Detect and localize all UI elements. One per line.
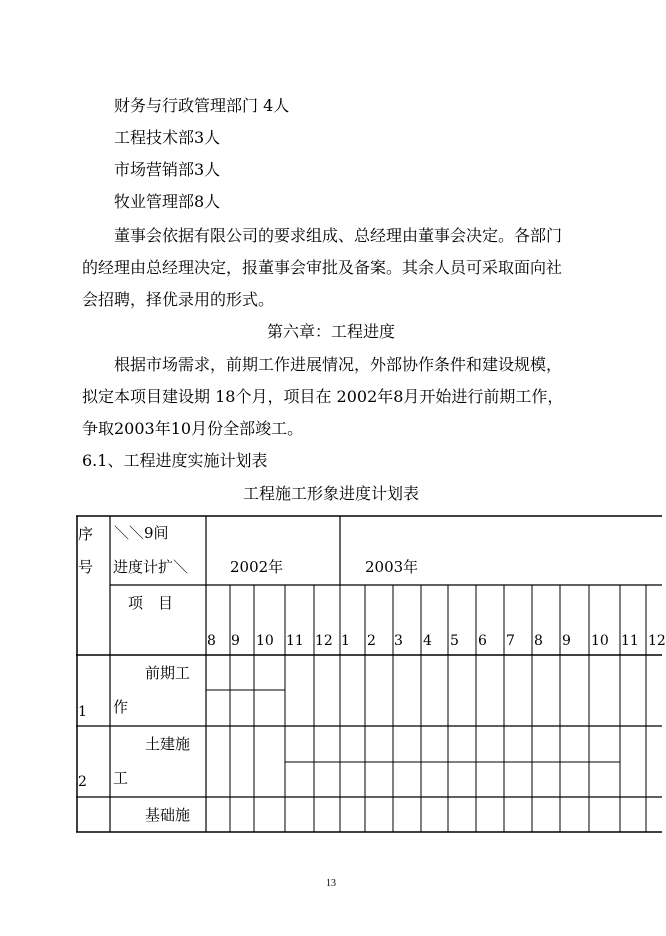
row-name-bottom: 作	[113, 698, 129, 716]
month-label: 6	[478, 633, 487, 649]
chapter-title: 第六章：工程进度	[266, 322, 395, 341]
seq-header-bottom: 号	[78, 558, 94, 576]
month-label: 11	[286, 633, 304, 649]
year-2002-header: 2002年	[230, 558, 284, 576]
month-label: 8	[207, 633, 216, 649]
paragraph-2-line-3: 争取2003年10月份全部竣工。	[82, 419, 304, 438]
paragraph-1-line-3: 会招聘，择优录用的形式。	[82, 290, 275, 309]
month-label: 9	[562, 633, 571, 649]
paragraph-1-line-1: 董事会依据有限公司的要求组成、总经理由董事会决定。各部门	[114, 226, 563, 245]
paragraph-1-line-2: 的经理由总经理决定，报董事会审批及备案。其余人员可采取面向社	[82, 258, 563, 277]
month-label: 2	[367, 633, 376, 649]
row-name-top: 前期工	[145, 664, 191, 682]
month-label: 3	[394, 633, 403, 649]
item-header: 项 目	[128, 594, 174, 612]
section-heading: 6.1、工程进度实施计划表	[82, 451, 268, 470]
month-label: 7	[506, 633, 515, 649]
month-label: 10	[256, 633, 274, 649]
row-name-bottom: 工	[113, 769, 129, 787]
month-label: 11	[621, 633, 639, 649]
month-label: 8	[534, 633, 543, 649]
dept-property-line: 牧业管理部8人	[114, 192, 221, 211]
month-label: 9	[231, 633, 240, 649]
row-seq: 1	[78, 704, 87, 720]
dept-finance-line: 财务与行政管理部门 4人	[114, 96, 290, 115]
paragraph-2-line-1: 根据市场需求，前期工作进展情况，外部协作条件和建设规模，	[114, 355, 563, 374]
paragraph-2-line-2: 拟定本项目建设期 18个月，项目在 2002年8月开始进行前期工作，	[82, 387, 564, 406]
month-label: 12	[648, 633, 666, 649]
page-number: 13	[326, 878, 336, 889]
month-label: 12	[315, 633, 333, 649]
month-label: 5	[450, 633, 459, 649]
year-2003-header: 2003年	[365, 558, 419, 576]
diagonal-header-top: ＼＼9间	[114, 524, 169, 542]
dept-tech-line: 工程技术部3人	[114, 128, 221, 147]
row-name-top: 土建施	[145, 735, 191, 753]
row-name-top: 基础施	[145, 806, 191, 824]
diagonal-header-bottom: 进度计扩＼	[113, 558, 189, 576]
month-label: 4	[423, 633, 432, 649]
month-label: 10	[591, 633, 609, 649]
row-seq: 2	[78, 774, 87, 790]
seq-header-top: 序	[78, 525, 94, 543]
table-title: 工程施工形象进度计划表	[242, 484, 419, 503]
dept-marketing-line: 市场营销部3人	[114, 160, 221, 179]
month-label: 1	[341, 633, 350, 649]
